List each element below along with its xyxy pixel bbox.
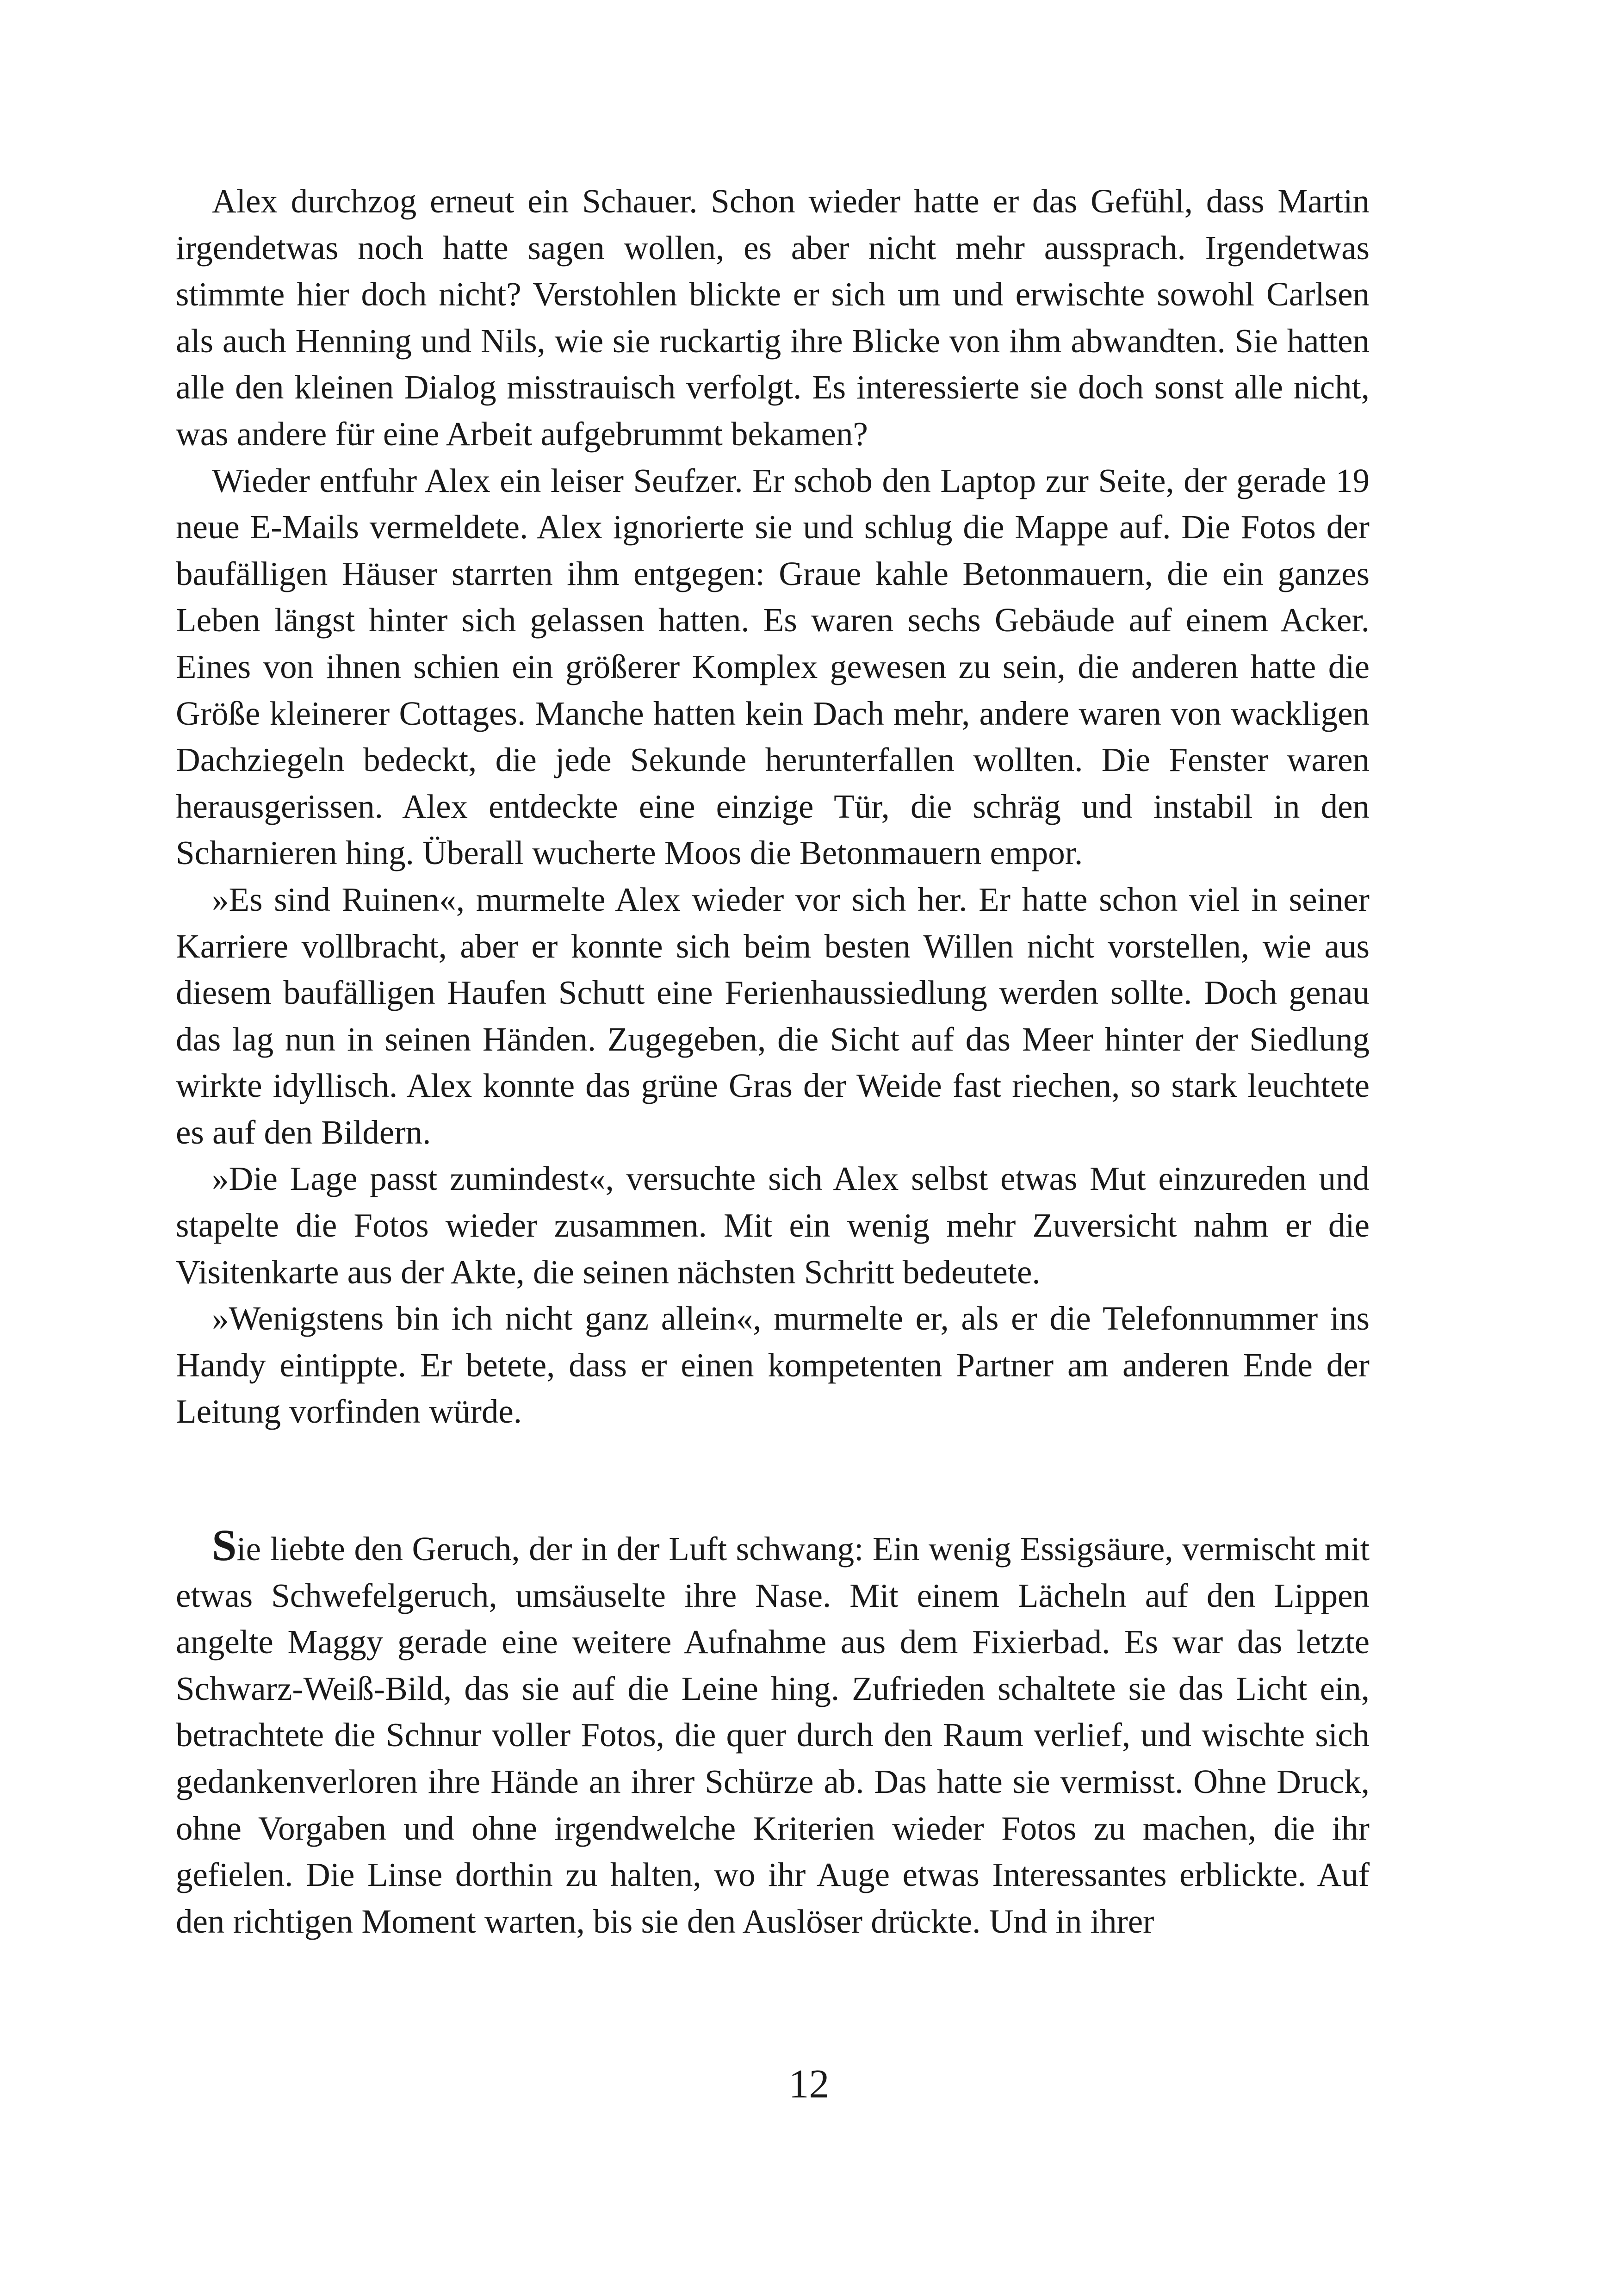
paragraph-with-dropcap xyxy=(176,1520,1370,1945)
paragraph: »Die Lage passt zumindest«, versuchte sich Alex selbst etwas Mut einzureden und stapelte die Fotos wieder zusammen. Mit ein wenig mehr Zuversicht nahm er die Visitenkarte aus der Akte, die seinen nächsten Schritt bedeutete. xyxy=(176,1160,1370,1291)
paragraph: Wieder entfuhr Alex ein leiser Seufzer. Er schob den Laptop zur Seite, der gerade 19 neue E-Mails vermeldete. Alex ignorierte sie und schlug die Mappe auf. Die Fotos der baufälligen Häuser starrten ihm entgegen: Graue kahle Betonmauern, die ein ganzes Leben längst hinter sich gelassen hatten. Es waren sechs Gebäude auf einem Acker. Eines von ihnen schien ein größerer Komplex gewesen zu sein, die anderen hatte die Größe kleinerer Cottages. Manche hatten kein Dach mehr, andere waren von wackligen Dachziegeln bedeckt, die jede Sekunde herunterfallen wollten. Die Fenster waren herausgerissen. Alex entdeckte eine einzige Tür, die schräg und instabil in den Scharnieren hing. Überall wucherte Moos die Betonmauern empor. xyxy=(176,461,1370,872)
section-break xyxy=(176,1435,1370,1523)
page-number: 12 xyxy=(788,2062,830,2107)
paragraph: Alex durchzog erneut ein Schauer. Schon wieder hatte er das Gefühl, dass Martin irgendetwas noch hatte sagen wollen, es aber nicht mehr aussprach. Irgendetwas stimmte hier doch nicht? Verstohlen blickte er sich um und erwischte sowohl Carlsen als auch Henning und Nils, wie sie ruckartig ihre Blicke von ihm abwandten. Sie hatten alle den kleinen Dialog misstrauisch verfolgt. Es interessierte sie doch sonst alle nicht, was andere für eine Arbeit aufgebrummt bekamen? xyxy=(176,182,1370,453)
book-page-body xyxy=(176,178,1370,1945)
paragraph: »Wenigstens bin ich nicht ganz allein«, murmelte er, als er die Telefonnummer ins Handy eintippte. Er betete, dass er einen kompetenten Partner am anderen Ende der Leitung vorfinden würde. xyxy=(176,1300,1370,1431)
paragraph: »Es sind Ruinen«, murmelte Alex wieder vor sich her. Er hatte schon viel in seiner Karriere vollbracht, aber er konnte sich beim besten Willen nicht vorstellen, wie aus diesem baufälligen Haufen Schutt eine Ferienhaussiedlung werden sollte. Doch genau das lag nun in seinen Händen. Zugegeben, die Sicht auf das Meer hinter der Siedlung wirkte idyllisch. Alex konnte das grüne Gras der Weide fast riechen, so stark leuchtete es auf den Bildern. xyxy=(176,880,1370,1151)
section-1 xyxy=(176,178,1370,1435)
section-2 xyxy=(176,1520,1370,1945)
dropcap-letter: S xyxy=(212,1520,237,1570)
paragraph-text: ie liebte den Geruch, der in der Luft schwang: Ein wenig Essigsäure, vermischt mit etwas Schwefelgeruch, umsäuselte ihre Nase. Mit einem Lächeln auf den Lippen angelte Maggy gerade eine weitere Aufnahme aus dem Fixierbad. Es war das letzte Schwarz-Weiß-Bild, das sie auf die Leine hing. Zufrieden schaltete sie das Licht ein, betrachtete die Schnur voller Fotos, die quer durch den Raum verlief, und wischte sich gedankenverloren ihre Hände an ihrer Schürze ab. Das hatte sie vermisst. Ohne Druck, ohne Vorgaben und ohne irgendwelche Kriterien wieder Fotos zu machen, die ihr gefielen. Die Linse dorthin zu halten, wo ihr Auge etwas Interessantes erblickte. Auf den richtigen Moment warten, bis sie den Auslöser drückte. Und in ihrer xyxy=(176,1530,1370,1940)
